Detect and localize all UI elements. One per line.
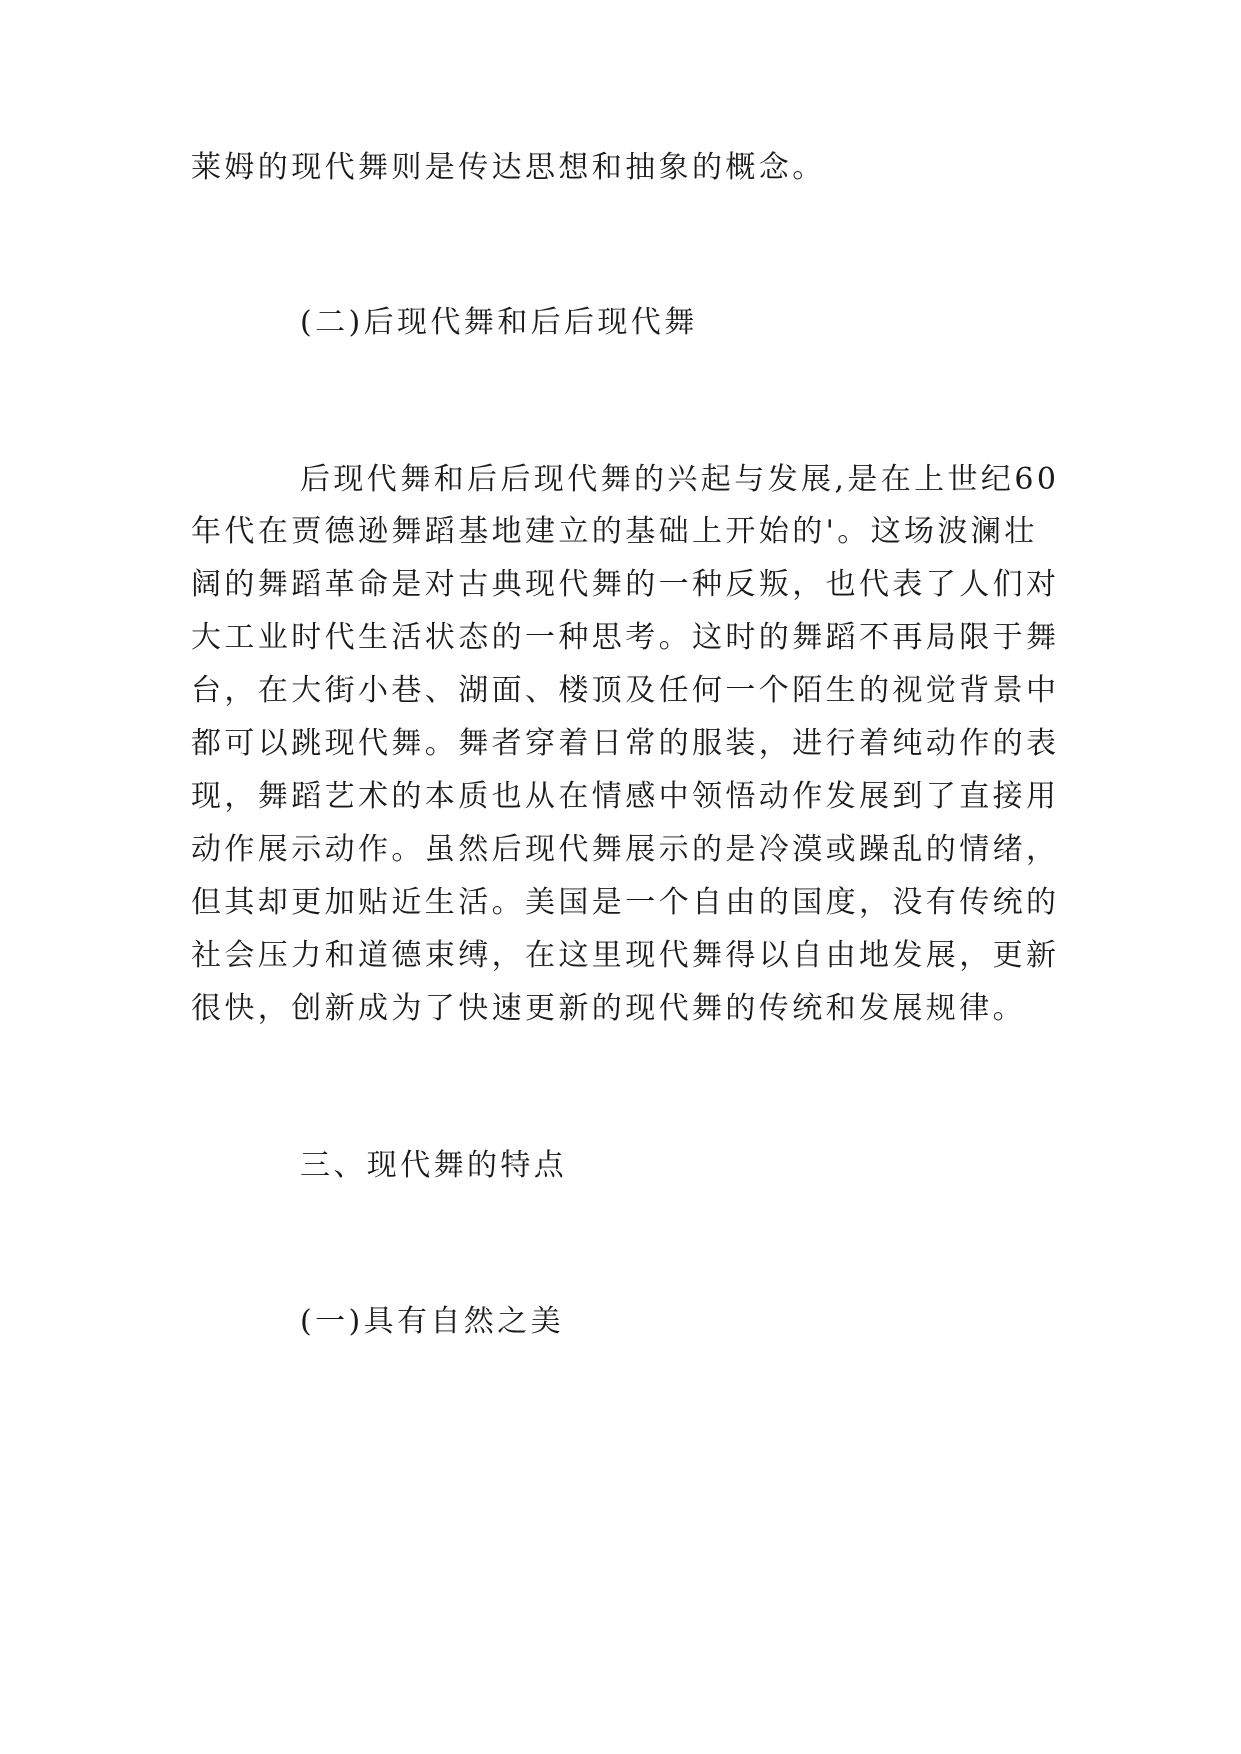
paragraph-line: 后现代舞和后后现代舞的兴起与发展,是在上世纪60 (300, 462, 1060, 497)
paragraph-line: 动作展示动作。虽然后现代舞展示的是冷漠或躁乱的情绪， (191, 832, 1060, 867)
paragraph-line: 现，舞蹈艺术的本质也从在情感中领悟动作发展到了直接用 (191, 779, 1060, 814)
paragraph-line: 很快，创新成为了快速更新的现代舞的传统和发展规律。 (191, 991, 1026, 1026)
section-heading: (一)具有自然之美 (300, 1304, 565, 1339)
section-heading: (二)后现代舞和后后现代舞 (300, 305, 698, 340)
paragraph-line: 阔的舞蹈革命是对古典现代舞的一种反叛，也代表了人们对 (191, 567, 1060, 602)
paragraph-line: 但其却更加贴近生活。美国是一个自由的国度，没有传统的 (191, 885, 1060, 920)
paragraph-line: 都可以跳现代舞。舞者穿着日常的服装，进行着纯动作的表 (191, 726, 1060, 761)
paragraph-line: 年代在贾德逊舞蹈基地建立的基础上开始的'。这场波澜壮 (191, 514, 1038, 549)
paragraph-line: 社会压力和道德束缚，在这里现代舞得以自由地发展，更新 (191, 938, 1060, 973)
paragraph-line: 大工业时代生活状态的一种思考。这时的舞蹈不再局限于舞 (191, 620, 1060, 655)
section-heading: 三、现代舞的特点 (300, 1148, 568, 1183)
paragraph-line: 莱姆的现代舞则是传达思想和抽象的概念。 (191, 150, 826, 185)
paragraph-line: 台，在大街小巷、湖面、楼顶及任何一个陌生的视觉背景中 (191, 673, 1060, 708)
